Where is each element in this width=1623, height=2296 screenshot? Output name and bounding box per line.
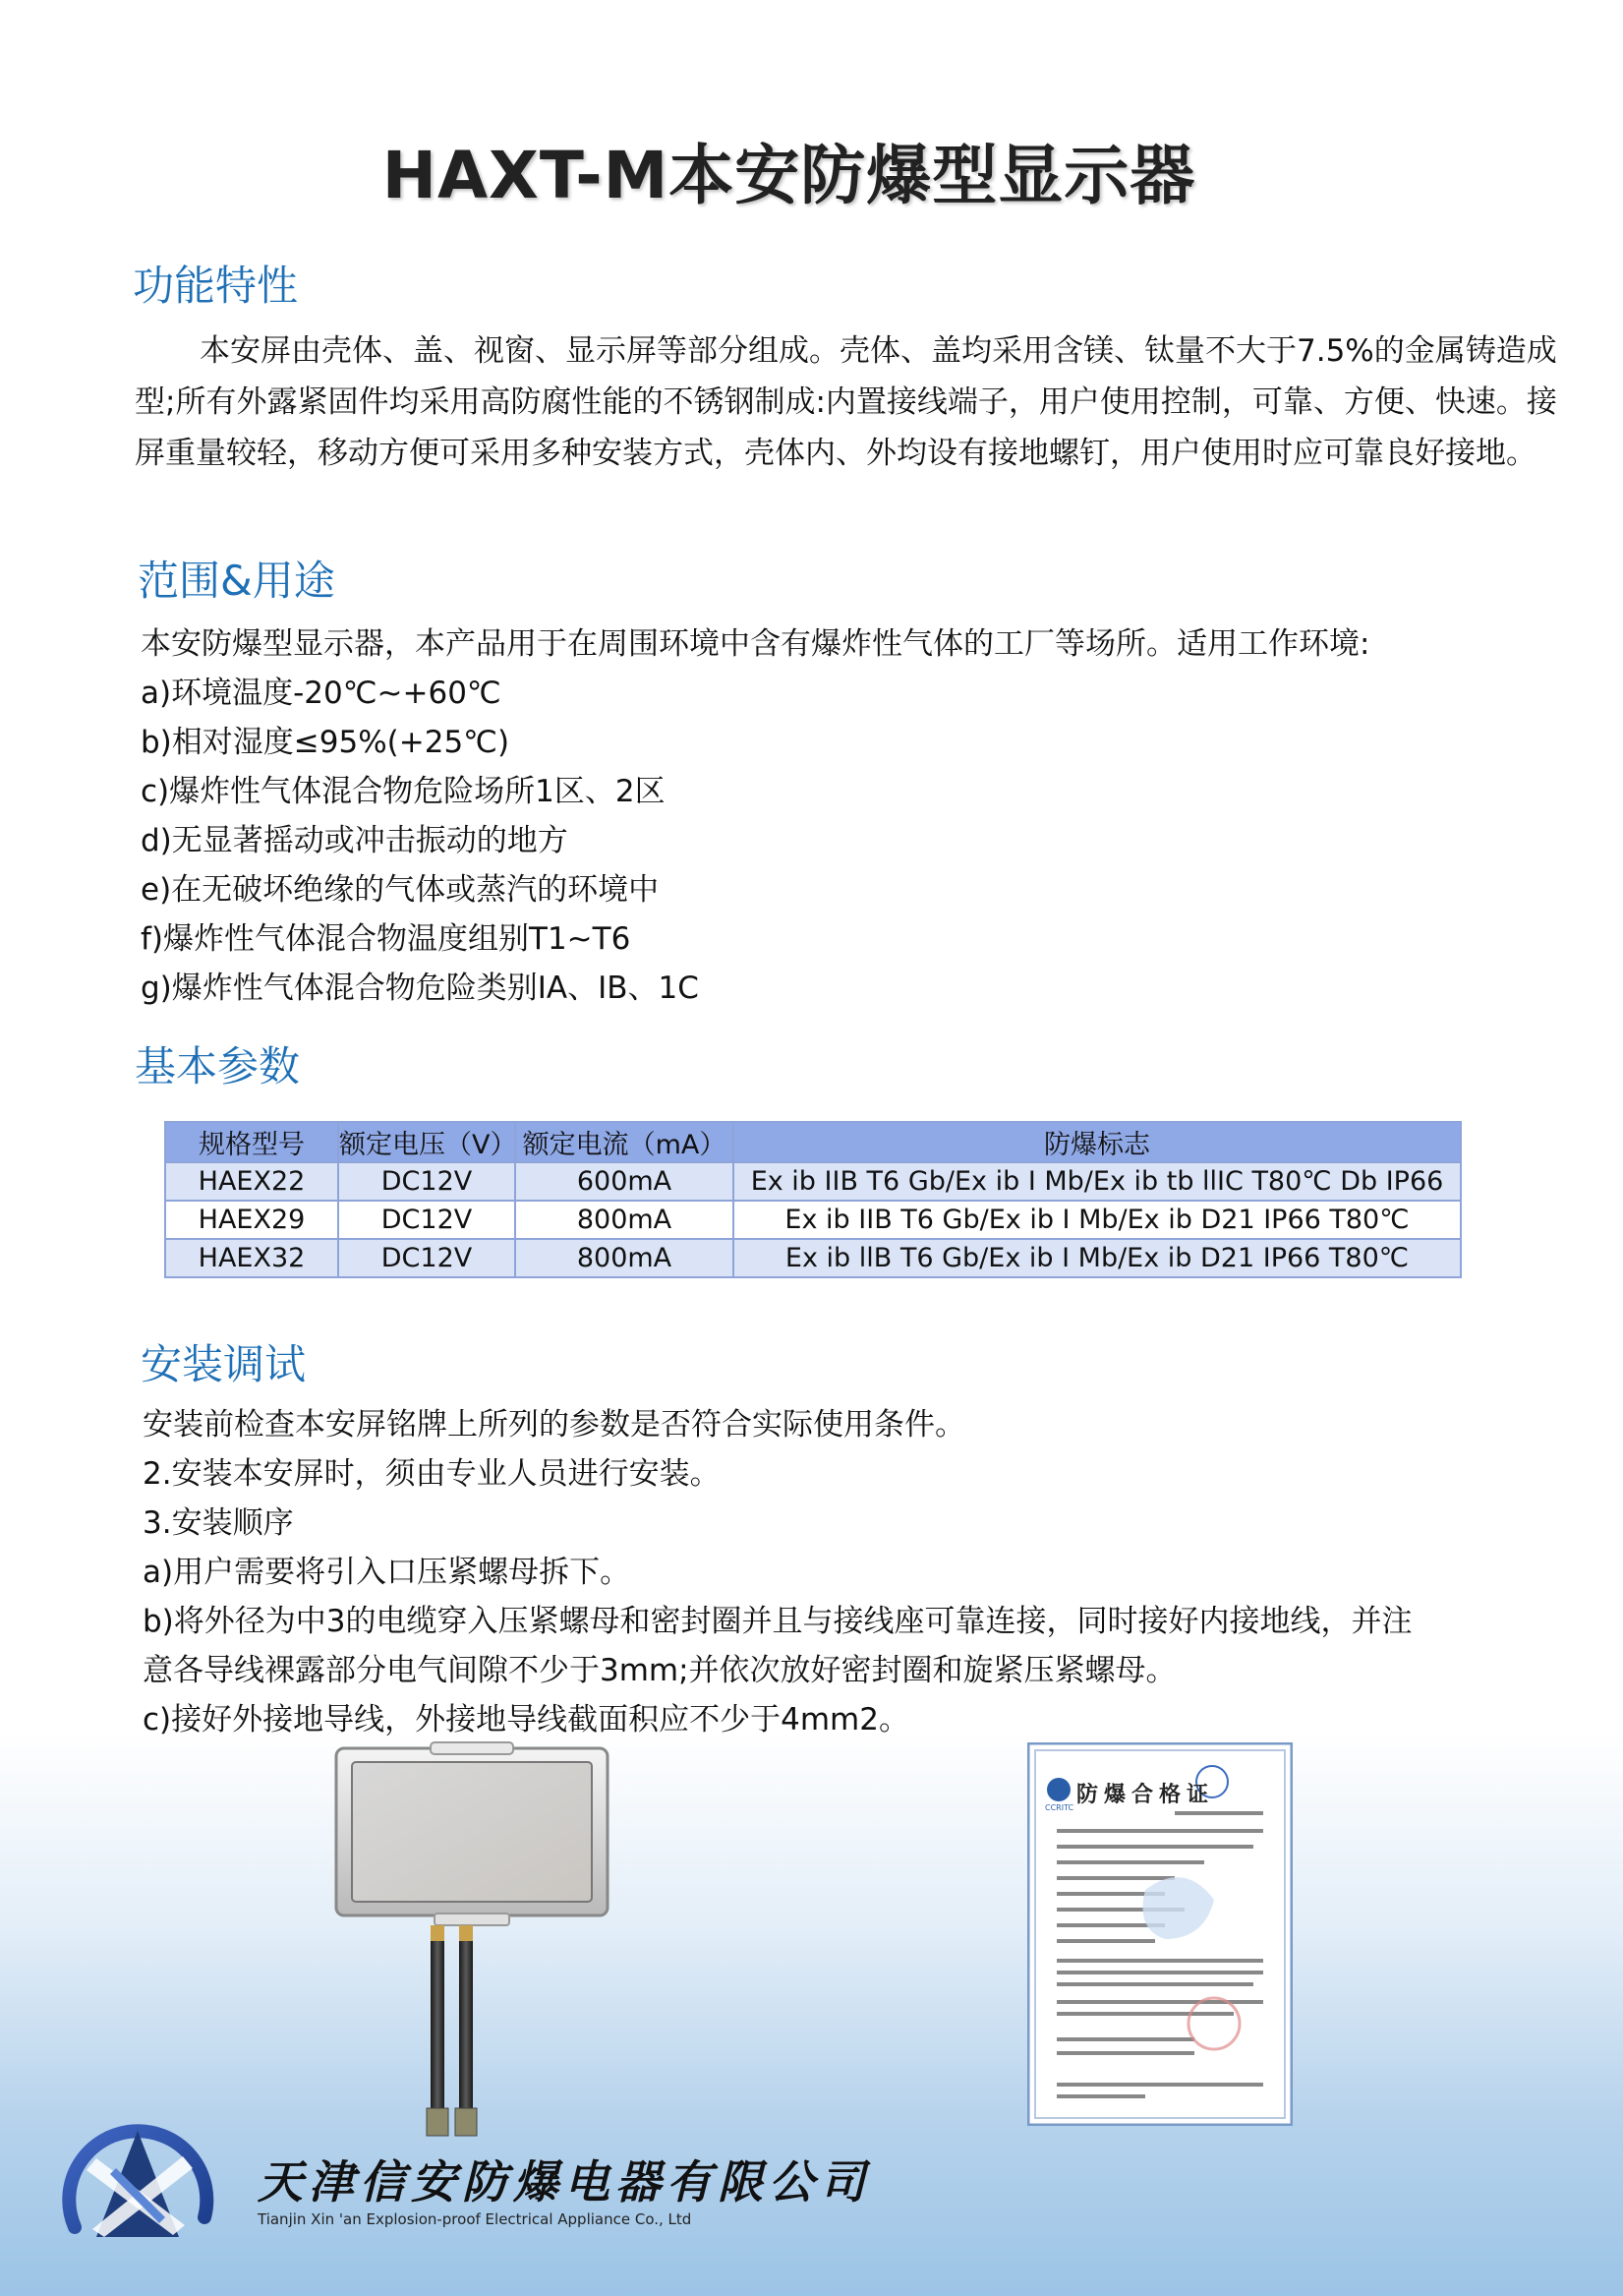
install-line-a: a)用户需要将引入口压紧螺母拆下。: [143, 1555, 631, 1590]
cell-current: 800mA: [515, 1201, 733, 1239]
scope-item-g: g)爆炸性气体混合物危险类别IA、IB、1C: [141, 971, 699, 1006]
params-table: [164, 1121, 1462, 1278]
table-header-row: [165, 1122, 1461, 1162]
cell-current: 800mA: [515, 1239, 733, 1277]
scope-item-c: c)爆炸性气体混合物危险场所1区、2区: [141, 774, 666, 809]
cell-current: 600mA: [515, 1162, 733, 1201]
display-device-image: [324, 1740, 619, 2144]
scope-item-f: f)爆炸性气体混合物温度组别T1~T6: [141, 921, 631, 957]
install-line-b: b)将外径为中3的电缆穿入压紧螺母和密封圈并且与接线座可靠连接，同时接好内接地线，并注: [143, 1604, 1413, 1639]
install-line-2: 2.安装本安屏时，须由专业人员进行安装。: [143, 1456, 721, 1492]
install-line-c: c)接好外接地导线，外接地导线截面积应不少于4mm2。: [143, 1702, 909, 1737]
scope-heading: 范围&用途: [138, 557, 335, 605]
header-ex-marking: 防爆标志: [733, 1122, 1461, 1162]
header-voltage: 额定电压（V）: [338, 1122, 515, 1162]
scope-intro: 本安防爆型显示器，本产品用于在周围环境中含有爆炸性气体的工厂等场所。适用工作环境:: [141, 626, 1370, 662]
table-row: [165, 1201, 1461, 1239]
header-current: 额定电流（mA）: [515, 1122, 733, 1162]
cell-ex-marking: Ex ib IIB T6 Gb/Ex ib I Mb/Ex ib D21 IP66 T80℃: [733, 1201, 1461, 1239]
install-line-b-cont: 意各导线裸露部分电气间隙不少于3mm;并依次放好密封圈和旋紧压紧螺母。: [143, 1653, 1177, 1688]
features-heading: 功能特性: [133, 262, 299, 310]
certificate-title: 防爆合格证: [1076, 1783, 1215, 1807]
page-title: HAXT-M本安防爆型显示器: [381, 138, 1196, 213]
cell-model: HAEX22: [165, 1162, 338, 1201]
company-name-en: Tianjin Xin 'an Explosion-proof Electrical Appliance Co., Ltd: [258, 2210, 692, 2228]
certificate-image: [1027, 1742, 1293, 2126]
cell-model: HAEX29: [165, 1201, 338, 1239]
install-line-3: 3.安装顺序: [143, 1505, 294, 1541]
scope-item-b: b)相对湿度≤95%(+25℃): [141, 725, 510, 760]
features-paragraph: 本安屏由壳体、盖、视窗、显示屏等部分组成。壳体、盖均采用含镁、钛量不大于7.5%的金属铸造成型;所有外露紧固件均采用高防腐性能的不锈钢制成:内置接线端子，用户使用控制，可靠、方便、快速。接屏重量较轻，移动方便可采用多种安装方式，壳体内、外均设有接地螺钉，用户使用时应可靠良好接地。: [135, 333, 1557, 471]
cell-model: HAEX32: [165, 1239, 338, 1277]
cell-ex-marking: Ex ib llB T6 Gb/Ex ib I Mb/Ex ib D21 IP66 T80℃: [733, 1239, 1461, 1277]
scope-item-e: e)在无破坏绝缘的气体或蒸汽的环境中: [141, 872, 660, 908]
scope-item-d: d)无显著摇动或冲击振动的地方: [141, 823, 568, 858]
certificate-org: CCRITC: [1045, 1803, 1074, 1812]
scope-item-a: a)环境温度-20℃~+60℃: [141, 676, 501, 711]
table-row: [165, 1239, 1461, 1277]
install-line-1: 安装前检查本安屏铭牌上所列的参数是否符合实际使用条件。: [143, 1407, 965, 1442]
cell-voltage: DC12V: [338, 1162, 515, 1201]
cell-voltage: DC12V: [338, 1239, 515, 1277]
company-name-cn: 天津信安防爆电器有限公司: [258, 2155, 871, 2208]
company-logo-icon: [57, 2109, 219, 2257]
install-heading: 安装调试: [141, 1340, 307, 1388]
params-heading: 基本参数: [135, 1042, 301, 1090]
header-model: 规格型号: [165, 1122, 338, 1162]
table-row: [165, 1162, 1461, 1201]
cell-ex-marking: Ex ib IIB T6 Gb/Ex ib I Mb/Ex ib tb llIC T80℃ Db IP66: [733, 1162, 1461, 1201]
cell-voltage: DC12V: [338, 1201, 515, 1239]
